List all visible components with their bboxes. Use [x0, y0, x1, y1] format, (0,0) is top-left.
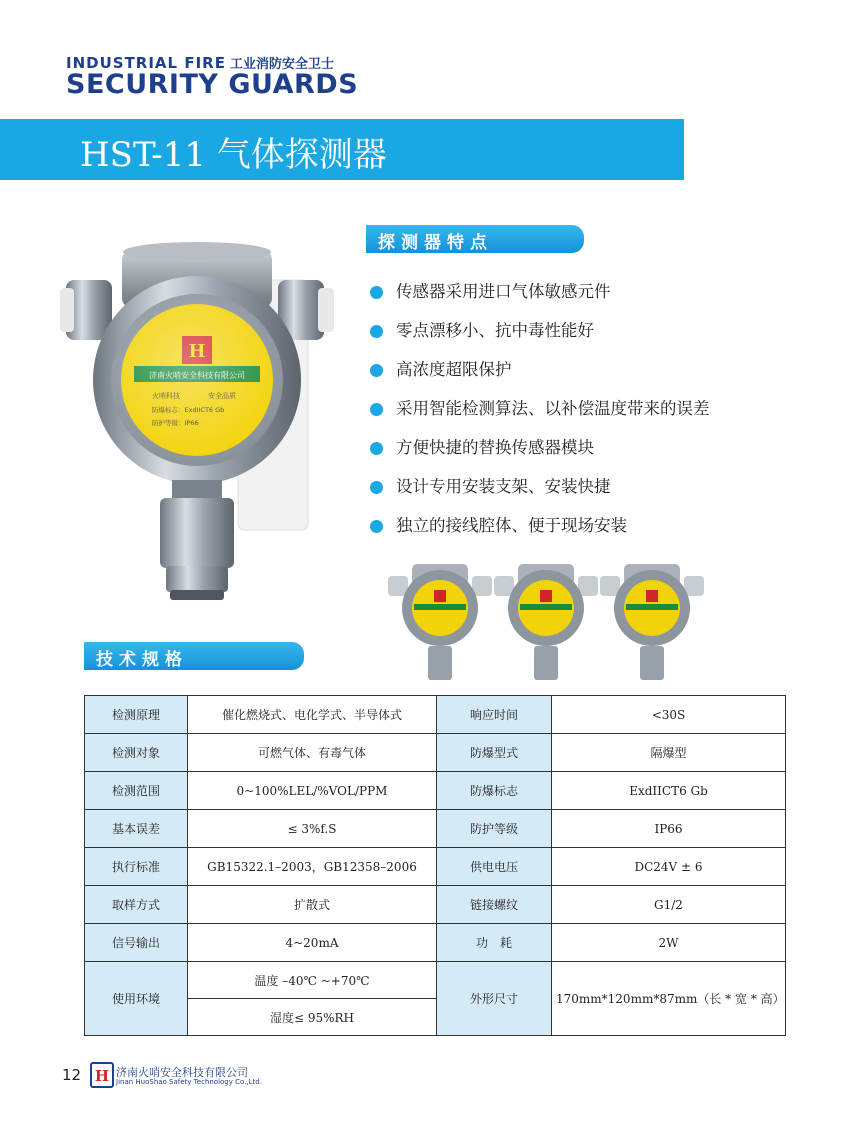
- bullet-dot-icon: [370, 481, 383, 494]
- spec-label: 防护等级: [437, 810, 552, 848]
- svg-text:H: H: [94, 1067, 110, 1085]
- title-bar: [0, 119, 684, 180]
- spec-label: 防爆型式: [437, 734, 552, 772]
- spec-label: 供电电压: [437, 848, 552, 886]
- specs-heading: 技术规格: [96, 650, 188, 670]
- bullet-dot-icon: [370, 364, 383, 377]
- spec-value: 2W: [552, 924, 786, 962]
- spec-value: 扩散式: [188, 886, 437, 924]
- table-row: [85, 734, 786, 772]
- spec-label: 信号输出: [85, 924, 188, 962]
- bullet-dot-icon: [370, 286, 383, 299]
- brand-line1-cn: 工业消防安全卫士: [229, 57, 334, 72]
- spec-label: 检测对象: [85, 734, 188, 772]
- small-detector-image-1: [388, 560, 492, 686]
- brand-line2: SECURITY GUARDS: [66, 69, 359, 100]
- spec-value: ≤ 3%f.S: [188, 810, 437, 848]
- feature-item: 零点漂移小、抗中毒性能好: [368, 319, 710, 358]
- spec-value-temperature: 温度 –40℃ ~+70℃: [188, 962, 437, 999]
- spec-value: G1/2: [552, 886, 786, 924]
- bullet-dot-icon: [370, 442, 383, 455]
- brand-logo-text: [66, 53, 358, 98]
- spec-value: ExdIICT6 Gb: [552, 772, 786, 810]
- table-row: [85, 810, 786, 848]
- table-row: [85, 962, 786, 999]
- company-logo-icon: [90, 1062, 114, 1088]
- feature-item: 独立的接线腔体、便于现场安装: [368, 514, 710, 553]
- page-title: HST-11 气体探测器: [80, 135, 387, 175]
- spec-label: 功 耗: [437, 924, 552, 962]
- spec-table: [84, 695, 786, 1036]
- spec-label: 链接螺纹: [437, 886, 552, 924]
- main-detector-image: [60, 240, 340, 620]
- spec-label: 外形尺寸: [437, 962, 552, 1036]
- spec-value-humidity: 湿度≤ 95%RH: [188, 999, 437, 1036]
- bullet-dot-icon: [370, 325, 383, 338]
- small-detector-image-3: [600, 560, 704, 686]
- spec-label: 执行标准: [85, 848, 188, 886]
- table-row: [85, 924, 786, 962]
- spec-value: 4~20mA: [188, 924, 437, 962]
- feature-item: 方便快捷的替换传感器模块: [368, 436, 710, 475]
- small-detector-image-2: [494, 560, 598, 686]
- table-row: [85, 848, 786, 886]
- spec-value: <30S: [552, 696, 786, 734]
- feature-list: [368, 280, 710, 553]
- spec-label: 基本误差: [85, 810, 188, 848]
- table-row: [85, 772, 786, 810]
- feature-item: 设计专用安装支架、安装快捷: [368, 475, 710, 514]
- bullet-dot-icon: [370, 403, 383, 416]
- feature-item: 高浓度超限保护: [368, 358, 710, 397]
- bullet-dot-icon: [370, 520, 383, 533]
- spec-value: IP66: [552, 810, 786, 848]
- spec-value: 隔爆型: [552, 734, 786, 772]
- spec-value: GB15322.1–2003，GB12358–2006: [188, 848, 437, 886]
- features-heading-bar: [366, 225, 584, 253]
- spec-value: DC24V ± 6: [552, 848, 786, 886]
- spec-label: 使用环境: [85, 962, 188, 1036]
- spec-label: 取样方式: [85, 886, 188, 924]
- features-heading: 探测器特点: [378, 233, 493, 253]
- footer-company-cn: 济南火哨安全科技有限公司: [116, 1066, 248, 1079]
- feature-item: 传感器采用进口气体敏感元件: [368, 280, 710, 319]
- page-number: 12: [62, 1066, 82, 1084]
- spec-value: 催化燃烧式、电化学式、半导体式: [188, 696, 437, 734]
- spec-label: 检测范围: [85, 772, 188, 810]
- spec-label: 响应时间: [437, 696, 552, 734]
- spec-label: 检测原理: [85, 696, 188, 734]
- footer-company-en: Jinan HuoShao Safety Technology Co.,Ltd.: [116, 1078, 262, 1086]
- spec-label: 防爆标志: [437, 772, 552, 810]
- brand-line1: INDUSTRIAL FIRE 工业消防安全卫士: [66, 54, 334, 72]
- spec-value-dimensions: 170mm*120mm*87mm（长 * 宽 * 高）: [552, 962, 786, 1036]
- specs-heading-bar: [84, 642, 304, 670]
- table-row: [85, 886, 786, 924]
- spec-value: 可燃气体、有毒气体: [188, 734, 437, 772]
- table-row: [85, 696, 786, 734]
- spec-value: 0~100%LEL/%VOL/PPM: [188, 772, 437, 810]
- feature-item: 采用智能检测算法、以补偿温度带来的误差: [368, 397, 710, 436]
